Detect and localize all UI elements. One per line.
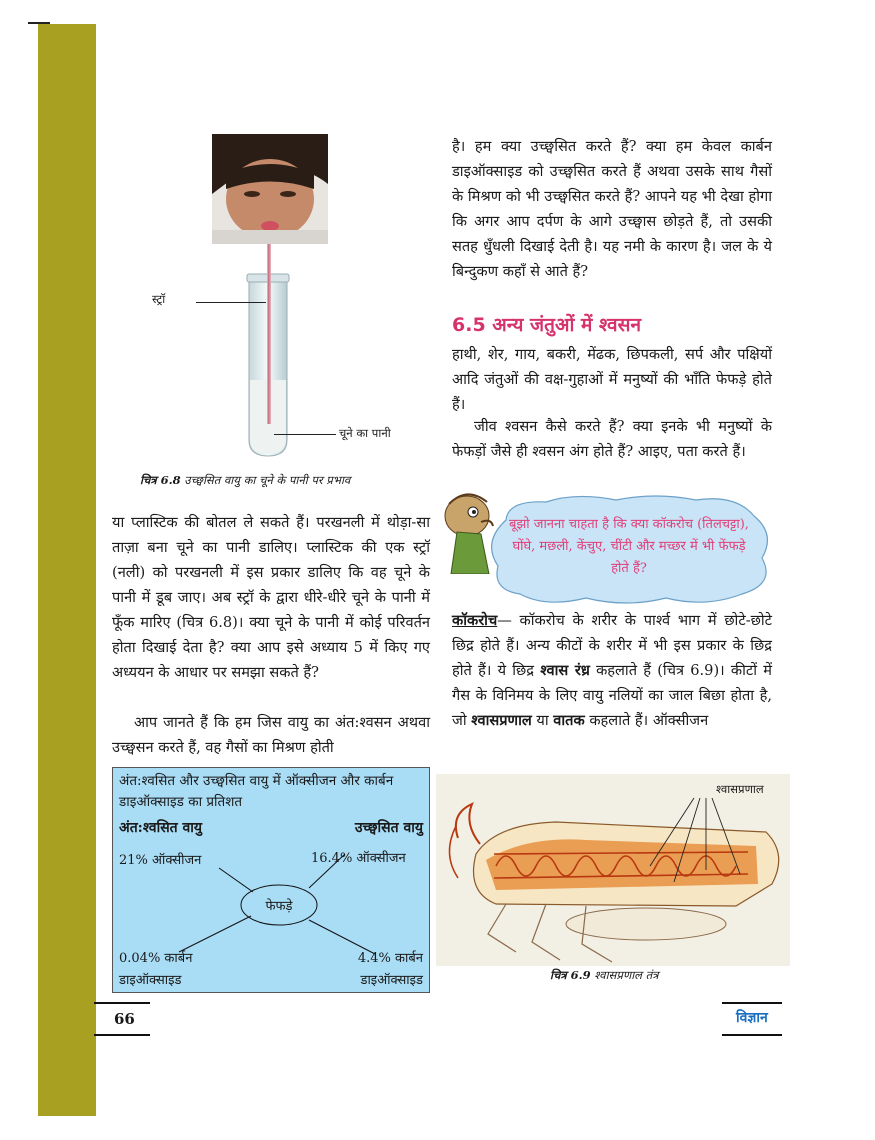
inhaled-co2-line1: 0.04% कार्बन xyxy=(119,951,193,966)
test-tube-image xyxy=(246,244,290,458)
figure-6-9-caption-text: श्वासप्रणाल तंत्र xyxy=(594,968,659,982)
photo-girl-blowing-straw-image xyxy=(212,134,328,244)
figure-6-8-caption-text: उच्छ्वसित वायु का चूने के पानी पर प्रभाव xyxy=(184,473,351,487)
footer-rule-left-bottom xyxy=(94,1034,150,1036)
inhaled-oxygen: 21% ऑक्सीजन xyxy=(119,853,202,868)
figure-6-8-caption xyxy=(140,473,350,488)
right-paragraph-2: हाथी, शेर, गाय, बकरी, मेंढक, छिपकली, सर्प और पक्षियों आदि जंतुओं की वक्ष-गुहाओं में मनुष्यों की भाँति फेफड़े होते हैं। xyxy=(452,346,772,413)
section-heading-6-5: 6.5 अन्य जंतुओं में श्वसन xyxy=(452,314,641,336)
figure-6-9-caption xyxy=(550,968,659,983)
figure-6-8-number: चित्र 6.8 xyxy=(140,473,181,487)
tracheal-system-figure xyxy=(436,774,790,966)
photo-girl-blowing-straw xyxy=(212,134,328,244)
left-paragraph-1: या प्लास्टिक की बोतल ले सकते हैं। परखनली में थोड़ा-सा ताज़ा बना चूने का पानी डालिए। प्लास्टिक की एक स्ट्रॉ (नली) को परखनली में इस प्रकार डालिए कि वह चूने के पानी में डूब जाए। अब स्ट्रॉ के द्वारा धीरे-धीरे चूने के पानी में फूँक मारिए (चित्र 6.8)। क्या चूने के पानी में कोई परिवर्तन होता दिखाई देता है? क्या आप इसे अध्याय 5 में किए गए अध्ययन के आधार पर समझा सकते हैं? xyxy=(112,514,430,681)
term-tracheae: वातक xyxy=(553,712,585,729)
gas-percentage-box xyxy=(112,767,430,993)
page-number: 66 xyxy=(114,1010,135,1028)
right-paragraph-1: है। हम क्या उच्छ्वसित करते हैं? क्या हम केवल कार्बन डाइऑक्साइड को उच्छ्वसित करते हैं अथवा उसके साथ गैसों के मिश्रण को भी उच्छ्वसित करते हैं? आपने यह भी देखा होगा कि अगर आप दर्पण के आगे उच्छ्वास छोड़ते हैं, तो उसकी सतह धुँधली दिखाई देती है। यह नमी के कारण है। जल के ये बिन्दुकण कहाँ से आते हैं? xyxy=(452,138,772,280)
footer-rule-right-bottom xyxy=(722,1034,782,1036)
right-paragraph-3: जीव श्वसन कैसे करते हैं? क्या इनके भी मनुष्यों के फेफड़ों जैसे ही श्वसन अंग होते हैं? आइए, पता करते हैं। xyxy=(452,418,772,460)
thought-bubble xyxy=(486,494,771,606)
cockroach-text-d: कहलाते हैं। ऑक्सीजन xyxy=(584,712,709,729)
book-title: विज्ञान xyxy=(736,1010,768,1026)
cockroach-text-c: या xyxy=(531,712,554,729)
inhaled-co2-line2: डाइऑक्साइड xyxy=(119,973,182,988)
test-tube-illustration xyxy=(246,244,290,458)
crop-mark xyxy=(28,22,50,24)
lungs-label: फेफड़े xyxy=(265,899,293,914)
term-trachea: श्वासप्रणाल xyxy=(471,712,532,729)
cockroach-text-a: — कॉकरोच के शरीर के पार्श्व भाग में छोटे-छोटे छिद्र होते हैं। अन्य कीटों के शरीर में भी इस प्रकार के छिद्र होते हैं। ये छिद्र xyxy=(452,612,772,679)
footer-rule-left xyxy=(94,1002,150,1004)
footer-rule-right xyxy=(722,1002,782,1004)
exhaled-co2-line1: 4.4% कार्बन xyxy=(357,951,423,966)
label-limewater: चूने का पानी xyxy=(339,426,391,440)
gas-box-title: अंत:श्वसित और उच्छ्वसित वायु में ऑक्सीजन और कार्बन डाइऑक्साइड का प्रतिशत xyxy=(119,773,394,810)
label-trachea: श्वासप्रणाल xyxy=(716,782,764,796)
page-sidebar-band xyxy=(38,24,96,1116)
leader-line-limewater xyxy=(274,434,336,435)
label-straw: स्ट्रॉ xyxy=(152,292,166,306)
right-paragraph-4 xyxy=(452,608,772,733)
exhaled-air-heading: उच्छ्वसित वायु xyxy=(354,820,423,836)
bubble-question: बूझो जानना चाहता है कि क्या कॉकरोच (तिलचट्टा), घोंघे, मछली, केंचुए, चींटी और मच्छर में भी फेंफड़े होते हैं? xyxy=(509,517,749,576)
figure-6-9-number: चित्र 6.9 xyxy=(550,968,591,982)
cockroach-tracheal-diagram xyxy=(436,774,790,966)
term-spiracle: श्वास रंध्र xyxy=(540,662,590,679)
inhaled-air-heading: अंत:श्वसित वायु xyxy=(119,820,203,836)
cockroach-text-b: कहलाते हैं (चित्र 6.9)। कीटों में गैस के विनिमय के लिए वायु नलियों का जाल बिछा होता है, जो xyxy=(452,662,772,729)
leader-line-straw xyxy=(196,302,266,303)
exhaled-co2-line2: डाइऑक्साइड xyxy=(360,973,423,988)
exhaled-oxygen: 16.4% ऑक्सीजन xyxy=(311,851,406,866)
left-paragraph-2: आप जानते हैं कि हम जिस वायु का अंत:श्वसन अथवा उच्छ्वसन करते हैं, वह गैसों का मिश्रण होती xyxy=(112,714,430,756)
term-cockroach: कॉकरोच xyxy=(452,612,498,629)
